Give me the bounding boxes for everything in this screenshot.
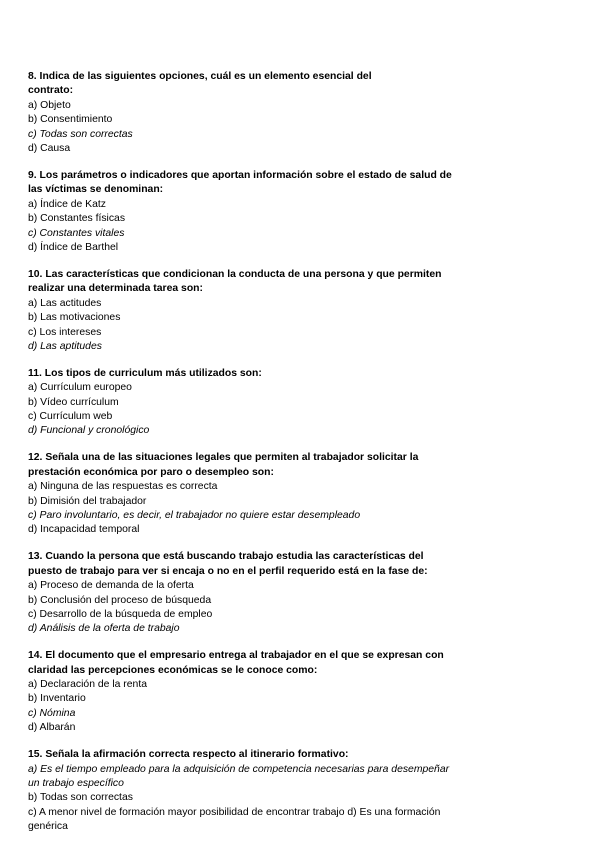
option-d: d) Las aptitudes [28, 340, 102, 352]
option-d: d) Incapacidad temporal [28, 524, 140, 536]
question-12 [28, 451, 568, 537]
option-a: a) Declaración de la renta [28, 679, 147, 691]
question-title: 11. Los tipos de curriculum más utilizados son: [28, 367, 262, 379]
option-c: c) Constantes vitales [28, 227, 125, 239]
option-a: a) Es el tiempo empleado para la adquisición de competencia necesarias para desempeñar [28, 763, 450, 775]
option-c: c) Paro involuntario, es decir, el trabajador no quiere estar desempleado [28, 509, 361, 521]
option-d: d) Funcional y cronológico [28, 425, 150, 437]
question-11 [28, 367, 568, 439]
option-d: d) Albarán [28, 722, 76, 734]
option-c: c) Currículum web [28, 411, 113, 423]
question-title: 15. Señala la afirmación correcta respecto al itinerario formativo: [28, 749, 349, 761]
option-a-continued: un trabajo específico [28, 777, 124, 789]
question-13 [28, 550, 568, 636]
question-title: 8. Indica de las siguientes opciones, cuál es un elemento esencial del contrato: [28, 71, 372, 97]
option-a: a) Objeto [28, 99, 71, 111]
option-c: c) Los intereses [28, 326, 102, 338]
option-a: a) Ninguna de las respuestas es correcta [28, 481, 218, 493]
question-title: 10. Las características que condicionan la conducta de una persona y que permiten realizar una determinada tarea son: [28, 268, 442, 295]
option-d: d) Índice de Barthel [28, 241, 119, 253]
option-b: b) Las motivaciones [28, 312, 121, 324]
option-b: b) Vídeo currículum [28, 396, 119, 408]
question-title: 9. Los parámetros o indicadores que aportan información sobre el estado de salud de las víctimas se denominan: [28, 169, 452, 196]
question-15 [28, 748, 568, 834]
question-10 [28, 268, 568, 354]
option-c-and-d: c) A menor nivel de formación mayor posibilidad de encontrar trabajo d) Es una formación [28, 806, 441, 818]
option-a: a) Proceso de demanda de la oferta [28, 580, 194, 592]
option-d-continued: genérica [28, 821, 68, 833]
question-14 [28, 649, 568, 735]
question-title: 13. Cuando la persona que está buscando trabajo estudia las características del puesto de trabajo para ver si encaja o no en el perfil requerido está en la fase de: [28, 551, 428, 577]
option-c: c) Todas son correctas [28, 128, 133, 140]
option-d: d) Análisis de la oferta de trabajo [28, 623, 180, 635]
option-b: b) Dimisión del trabajador [28, 495, 147, 507]
option-b: b) Conclusión del proceso de búsqueda [28, 594, 212, 606]
option-c: c) Desarrollo de la búsqueda de empleo [28, 608, 213, 620]
option-b: b) Inventario [28, 693, 86, 705]
question-8 [28, 70, 568, 156]
question-title: 14. El documento que el empresario entrega al trabajador en el que se expresan con claridad las percepciones económicas se le conoce como: [28, 650, 444, 676]
option-a: a) Las actitudes [28, 297, 102, 309]
option-c: c) Nómina [28, 707, 76, 719]
option-a: a) Índice de Katz [28, 198, 106, 210]
option-b: b) Todas son correctas [28, 792, 133, 804]
option-b: b) Constantes físicas [28, 213, 126, 225]
question-9 [28, 169, 568, 255]
question-title: 12. Señala una de las situaciones legales que permiten al trabajador solicitar la prestación económica por paro o desempleo son: [28, 452, 419, 478]
quiz-document [28, 70, 568, 847]
option-b: b) Consentimiento [28, 114, 113, 126]
option-a: a) Currículum europeo [28, 382, 132, 394]
option-d: d) Causa [28, 143, 71, 155]
